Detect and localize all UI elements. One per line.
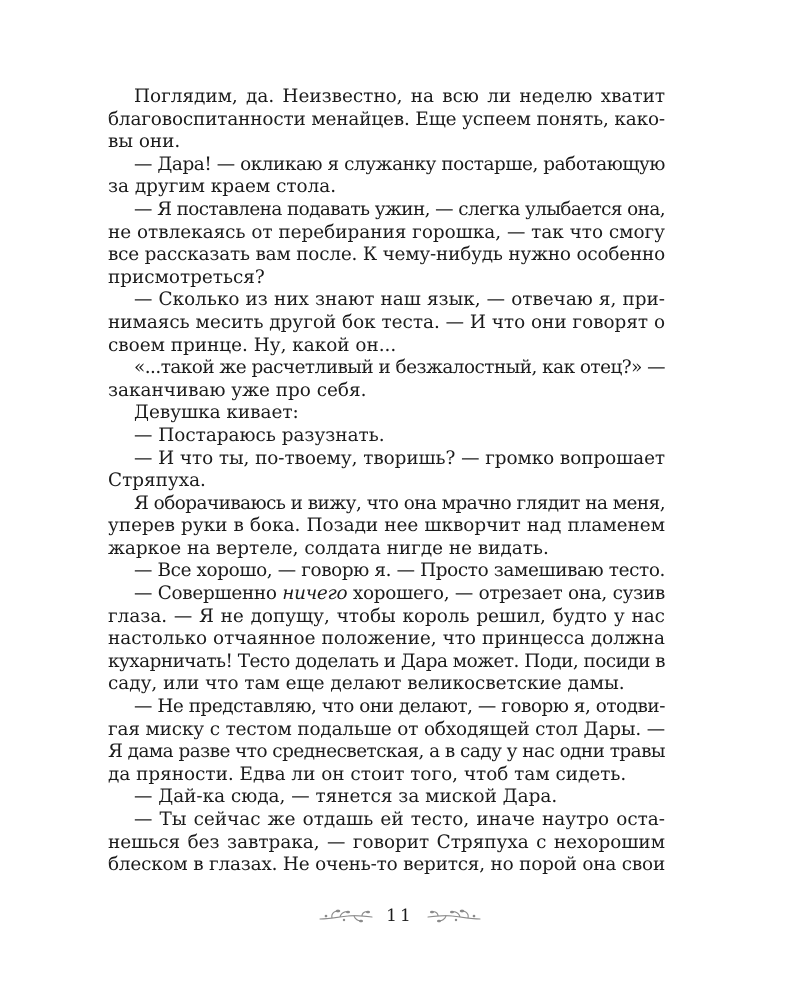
- text-line: присмотреться?: [108, 266, 265, 288]
- text-line: все рассказать вам после. К чему-нибудь нужно особенно: [108, 244, 665, 266]
- text-line: Я дама разве что среднесветская, а в саду у нас одни травы: [108, 741, 666, 763]
- text-line: да пряности. Едва ли он стоит того, чтоб там сидеть.: [108, 763, 627, 785]
- text-line: саду, или что там еще делают великосветские дамы.: [108, 673, 625, 695]
- text-line: — Не представляю, что они делают, — говорю я, отодви-: [134, 696, 665, 718]
- text-line: — Постараюсь разузнать.: [134, 424, 385, 446]
- text-line: — Дара! — окликаю я служанку постарше, работающую: [134, 153, 665, 175]
- right-floral-ornament-icon: [426, 906, 482, 926]
- text-line: — И что ты, по-твоему, творишь? — громко вопрошает: [134, 447, 665, 469]
- text-line: [134, 583, 665, 606]
- text-line: настолько отчаянное положение, что принцесса должна: [108, 628, 665, 650]
- text-line: глаза. — Я не допущу, чтобы король решил, будто у нас: [108, 605, 665, 627]
- text-line: вы они.: [108, 131, 181, 153]
- text-line: «...такой же расчетливый и безжалостный, как отец?» —: [134, 357, 666, 379]
- text-line: — Дай-ка сюда, — тянется за миской Дара.: [134, 786, 558, 808]
- text-span: хорошего, — отрезает она, сузив: [347, 583, 665, 605]
- text-line: нешься без завтрака, — говорит Стряпуха с нехорошим: [108, 831, 665, 853]
- text-line: Девушка кивает:: [134, 402, 299, 424]
- page-number: 11: [386, 906, 414, 926]
- left-floral-ornament-icon: [318, 906, 374, 926]
- page-footer: [0, 896, 800, 936]
- book-page-text: [108, 86, 665, 877]
- text-line: Стряпуха.: [108, 470, 206, 492]
- text-line: за другим краем стола.: [108, 176, 337, 198]
- text-line: не отвлекаясь от перебирания горошка, — так что смогу: [108, 221, 665, 243]
- text-line: заканчиваю уже про себя.: [108, 379, 367, 401]
- text-line: Поглядим, да. Неизвестно, на всю ли неделю хватит: [134, 86, 665, 107]
- text-line: — Ты сейчас же отдашь ей тесто, иначе наутро оста-: [134, 809, 665, 830]
- text-line: жаркое на вертеле, солдата нигде не видать.: [108, 537, 549, 559]
- text-line: благовоспитанности менайцев. Еще успеем понять, како-: [108, 108, 665, 130]
- text-line: блеском в глазах. Не очень-то верится, но порой она свои: [108, 854, 666, 876]
- text-line: Я оборачиваюсь и вижу, что она мрачно глядит на меня,: [134, 492, 666, 514]
- text-line: — Я поставлена подавать ужин, — слегка улыбается она,: [134, 198, 665, 220]
- text-span: — Совершенно: [134, 583, 283, 605]
- text-line: кухарничать! Тесто доделать и Дара может. Поди, посиди в: [108, 650, 665, 672]
- text-line: гая миску с тестом подальше от обходящей стол Дары. —: [108, 718, 665, 740]
- text-line: нимаясь месить другой бок теста. — И что они говорят о: [108, 311, 666, 333]
- text-line: уперев руки в бока. Позади нее шкворчит над пламенем: [108, 515, 665, 537]
- italic-word: ничего: [282, 583, 348, 605]
- text-line: — Все хорошо, — говорю я. — Просто замешиваю тесто.: [134, 560, 665, 582]
- text-line: — Сколько из них знают наш язык, — отвечаю я, при-: [134, 289, 665, 311]
- text-line: своем принце. Ну, какой он...: [108, 334, 397, 356]
